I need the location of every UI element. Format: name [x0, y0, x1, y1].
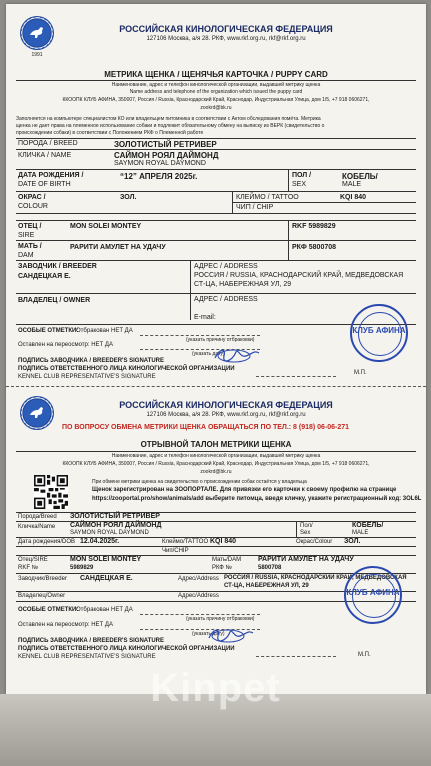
stub-dam: РАРИТИ АМУЛЕТ НА УДАЧУ [258, 556, 354, 563]
club-name: ККООПК КЛУБ АФИНА, 350007, Россия / Russia, Краснодарский Край, Краснодар, Индустриальная Улица, дом 1/5, +7 918 0606271, [62, 97, 370, 103]
club-label-en: Name address and telephone of the organization which issued the puppy card [129, 89, 303, 95]
org-address: 127106 Москва, а/я 28. РКФ, www.rkf.org.ru, rkf@rkf.org.ru [146, 36, 306, 42]
stub-sex-label: Пол/ [300, 523, 313, 529]
stub-sire-rkf: 5989829 [70, 565, 94, 571]
dam-label-en: DAM [18, 252, 34, 259]
dob-label-en: DATE OF BIRTH [18, 181, 71, 188]
stub-signature [206, 624, 256, 646]
signature [212, 344, 262, 366]
stub-breeder-signature: ПОДПИСЬ ЗАВОДЧИКА / BREEDER'S SIGNATURE [18, 638, 165, 644]
stub-special-hint: (указать причину отбраковки) [186, 616, 255, 622]
address-line-2: СТ-ЦА, НАБЕРЕЖНАЯ УЛ, 29 [194, 281, 292, 288]
stub-dam-rkf: 5800708 [258, 565, 282, 571]
dam-rkf: РКФ 5800708 [292, 244, 337, 251]
rewrite-line: Оставлен на переосмотр: НЕТ ДА [18, 342, 113, 348]
stub-sex-en: MALE [352, 530, 369, 536]
stub-owner-address-label: Адрес/Address [178, 593, 219, 599]
stub-sire: MON SOLEI MONTEY [70, 556, 142, 563]
sire-rkf: RKF 5989829 [292, 223, 336, 230]
qr-code [34, 475, 68, 509]
dob-value: “12” АПРЕЛЯ 2025г. [120, 172, 198, 181]
sex-label-ru: ПОЛ / [292, 172, 312, 179]
dob-label-ru: ДАТА РОЖДЕНИЯ / [18, 172, 84, 179]
club-stamp: КЛУБ АФИНА [350, 304, 408, 362]
stub-club-signature-ru: ПОДПИСЬ ОТВЕТСТВЕННОГО ЛИЦА КИНОЛОГИЧЕСКОЙ ОРГАНИЗАЦИИ [18, 646, 235, 652]
stub-chip-label: Чип/CHIP [162, 548, 189, 554]
notice-line-2: щенка не дает права на племенное использование собаки и подлежит обязательному обмену на выписку из ВЕРК (свидетельство о [16, 123, 325, 129]
stub-colour: ЗОЛ. [344, 538, 361, 545]
stub-sex-ru: КОБЕЛЬ/ [352, 522, 384, 529]
owner-address-label: АДРЕС / ADDRESS [194, 296, 258, 303]
stub-special-value: Отбракован НЕТ ДА [76, 607, 133, 613]
stub-name-label: Кличка/Name [18, 524, 56, 530]
club-signature-label-en: KENNEL CLUB REPRESENTATIVE'S SIGNATURE [18, 374, 156, 380]
name-ru: САЙМОН РОЯЛ ДАЙМОНД [114, 151, 219, 160]
special-marks-label: ОСОБЫЕ ОТМЕТКИ: [18, 328, 79, 334]
stub-owner-label: Владелец/Owner [18, 593, 66, 599]
club-email: zookrd@bk.ru [200, 105, 232, 111]
colour-value: ЗОЛ. [120, 194, 137, 201]
stub-address-label: Адрес/Address [178, 576, 219, 582]
stub-seal-place: М.П. [358, 652, 371, 658]
tattoo-label: КЛЕЙМО / TATTOO [236, 194, 299, 201]
stub-club-label: Наименование, адрес и телефон кинологической организации, выдавшей метрику щенка [111, 453, 321, 459]
address-line-1: РОССИЯ / RUSSIA, КРАСНОДАРСКИЙ КРАЙ, МЕДВЕДОВСКАЯ [194, 272, 404, 279]
stub-club-signature-en: KENNEL CLUB REPRESENTATIVE'S SIGNATURE [18, 654, 156, 660]
stub-tattoo-label: Клеймо/TATTOO [162, 539, 209, 545]
rewrite-hint: (указать дату) [192, 351, 225, 357]
name-label: КЛИЧКА / NAME [18, 152, 72, 159]
zooportal-line-1: Щенок зарегистрирован на ЗООПОРТАЛЕ. Для привязки его карточки к своему профилю на странице [92, 487, 397, 493]
org-address-bottom: 127106 Москва, а/я 28. РКФ, www.rkf.org.ru, rkf@rkf.org.ru [146, 412, 306, 418]
sex-label-en: SEX [292, 181, 307, 188]
chip-label: ЧИП / CHIP [236, 204, 274, 211]
colour-label-ru: ОКРАС / [18, 194, 46, 201]
stub-address-1: РОССИЯ / RUSSIA, КРАСНОДАРСКИЙ КРАЙ, МЕДВЕДОВСКАЯ [224, 575, 407, 581]
logo-caption: 1991 [31, 52, 43, 58]
email-label: E-mail: [194, 314, 216, 321]
stub-breeder-label: Заводчик/Breeder [18, 576, 67, 582]
org-title-bottom: РОССИЙСКАЯ КИНОЛОГИЧЕСКАЯ ФЕДЕРАЦИЯ [119, 400, 333, 410]
exchange-notice: ПО ВОПРОСУ ОБМЕНА МЕТРИКИ ЩЕНКА ОБРАЩАТЬСЯ ПО ТЕЛ.: 8 (918) 06-06-271 [62, 424, 350, 431]
stub-rewrite-hint: (указать дату) [192, 631, 225, 637]
special-marks-value: Отбракован НЕТ ДА [76, 328, 133, 334]
stub-special-label: ОСОБЫЕ ОТМЕТКИ: [18, 607, 79, 613]
sex-en: MALE [342, 181, 362, 188]
watermark: Kinpet [150, 666, 281, 710]
stub-club-stamp: КЛУБ АФИНА [344, 566, 402, 624]
club-signature-label-ru: ПОДПИСЬ ОТВЕТСТВЕННОГО ЛИЦА КИНОЛОГИЧЕСКОЙ ОРГАНИЗАЦИИ [18, 366, 235, 372]
stub-colour-label: Окрас/Colour [296, 539, 333, 545]
stub-sex-label-en: Sex [300, 530, 311, 536]
exchange-line: При обмене метрики щенка на свидетельство о происхождении собак остаётся у владельца [92, 479, 307, 485]
stub-club-email: zookrd@bk.ru [200, 469, 232, 475]
rkf-logo [20, 16, 54, 50]
stub-rewrite: Оставлен на переосмотр: НЕТ ДА [18, 622, 113, 628]
stub-breeder: САНДЕЦКАЯ Е. [80, 575, 133, 582]
stub-dob: 12.04.2025г. [80, 538, 120, 545]
special-marks-hint: (указать причину отбраковки) [186, 337, 255, 343]
stub-sire-rkf-label: RKF № [18, 565, 39, 571]
sire-label-ru: ОТЕЦ / [18, 223, 42, 230]
name-en: SAYMON ROYAL DAYMOND [114, 160, 206, 167]
stub-breed-label: Порода/Breed [18, 514, 57, 520]
address-label: АДРЕС / ADDRESS [194, 263, 258, 270]
stub-address-2: СТ-ЦА, НАБЕРЕЖНАЯ УЛ, 29 [224, 583, 309, 589]
stub-dob-label: Дата рождения/DOB [18, 539, 75, 545]
zooportal-line-2: https://zooportal.pro/show/animals/add выберите питомца, введя кличку, укажите регистрационный код: 3OL6L [92, 496, 422, 502]
dam-label-ru: МАТЬ / [18, 243, 42, 250]
seal-place: М.П. [354, 370, 367, 376]
owner-label: ВЛАДЕЛЕЦ / OWNER [18, 297, 91, 304]
rkf-logo-bottom [20, 396, 54, 430]
sire-label-en: SIRE [18, 232, 35, 239]
breed-label: ПОРОДА / BREED [18, 140, 78, 147]
stub-sire-label: Отец/SIRE [18, 557, 48, 563]
stub-title: ОТРЫВНОЙ ТАЛОН МЕТРИКИ ЩЕНКА [140, 440, 292, 449]
breeder-signature-label: ПОДПИСЬ ЗАВОДЧИКА / BREEDER'S SIGNATURE [18, 358, 165, 364]
notice-line-1: Заполняется на компьютере специалистом КО или владельцем питомника в соответствии с Актом обследования помёта. Метрика [16, 116, 321, 122]
stub-breed: ЗОЛОТИСТЫЙ РЕТРИВЕР [70, 513, 160, 520]
tattoo-value: KQI 840 [340, 194, 367, 201]
notice-line-3: происхождении собаки) в соответствии с Положением РКФ о Племенной работе [16, 130, 204, 136]
stub-tattoo: KQI 840 [210, 538, 237, 545]
stub-club-name: ККООПК КЛУБ АФИНА, 350007, Россия / Russia, Краснодарский Край, Краснодар, Индустриальная Улица, дом 1/5, +7 918 0606271, [62, 461, 370, 467]
dam-value: РАРИТИ АМУЛЕТ НА УДАЧУ [70, 244, 166, 251]
stub-name-en: SAYMON ROYAL DAYMOND [70, 530, 149, 536]
club-label-ru: Наименование, адрес и телефон кинологической организации, выдавшей метрику щенка [111, 82, 321, 88]
breeder-label: ЗАВОДЧИК / BREEDER [18, 263, 97, 270]
puppy-card-document [6, 4, 426, 694]
dog-icon [28, 25, 46, 39]
sex-ru: КОБЕЛЬ/ [342, 172, 378, 181]
stub-name-ru: САЙМОН РОЯЛ ДАЙМОНД [70, 522, 162, 529]
sire-value: MON SOLEI MONTEY [70, 223, 142, 230]
colour-label-en: COLOUR [18, 203, 48, 210]
doc-title: МЕТРИКА ЩЕНКА / ЩЕНЯЧЬЯ КАРТОЧКА / PUPPY CARD [104, 70, 328, 79]
breeder-value: САНДЕЦКАЯ Е. [18, 273, 71, 280]
dog-icon [28, 405, 46, 419]
org-title: РОССИЙСКАЯ КИНОЛОГИЧЕСКАЯ ФЕДЕРАЦИЯ [119, 24, 333, 34]
stub-dam-rkf-label: РКФ № [212, 565, 232, 571]
breed-value: ЗОЛОТИСТЫЙ РЕТРИВЕР [114, 140, 217, 149]
stub-dam-label: Мать/DAM [212, 557, 242, 563]
